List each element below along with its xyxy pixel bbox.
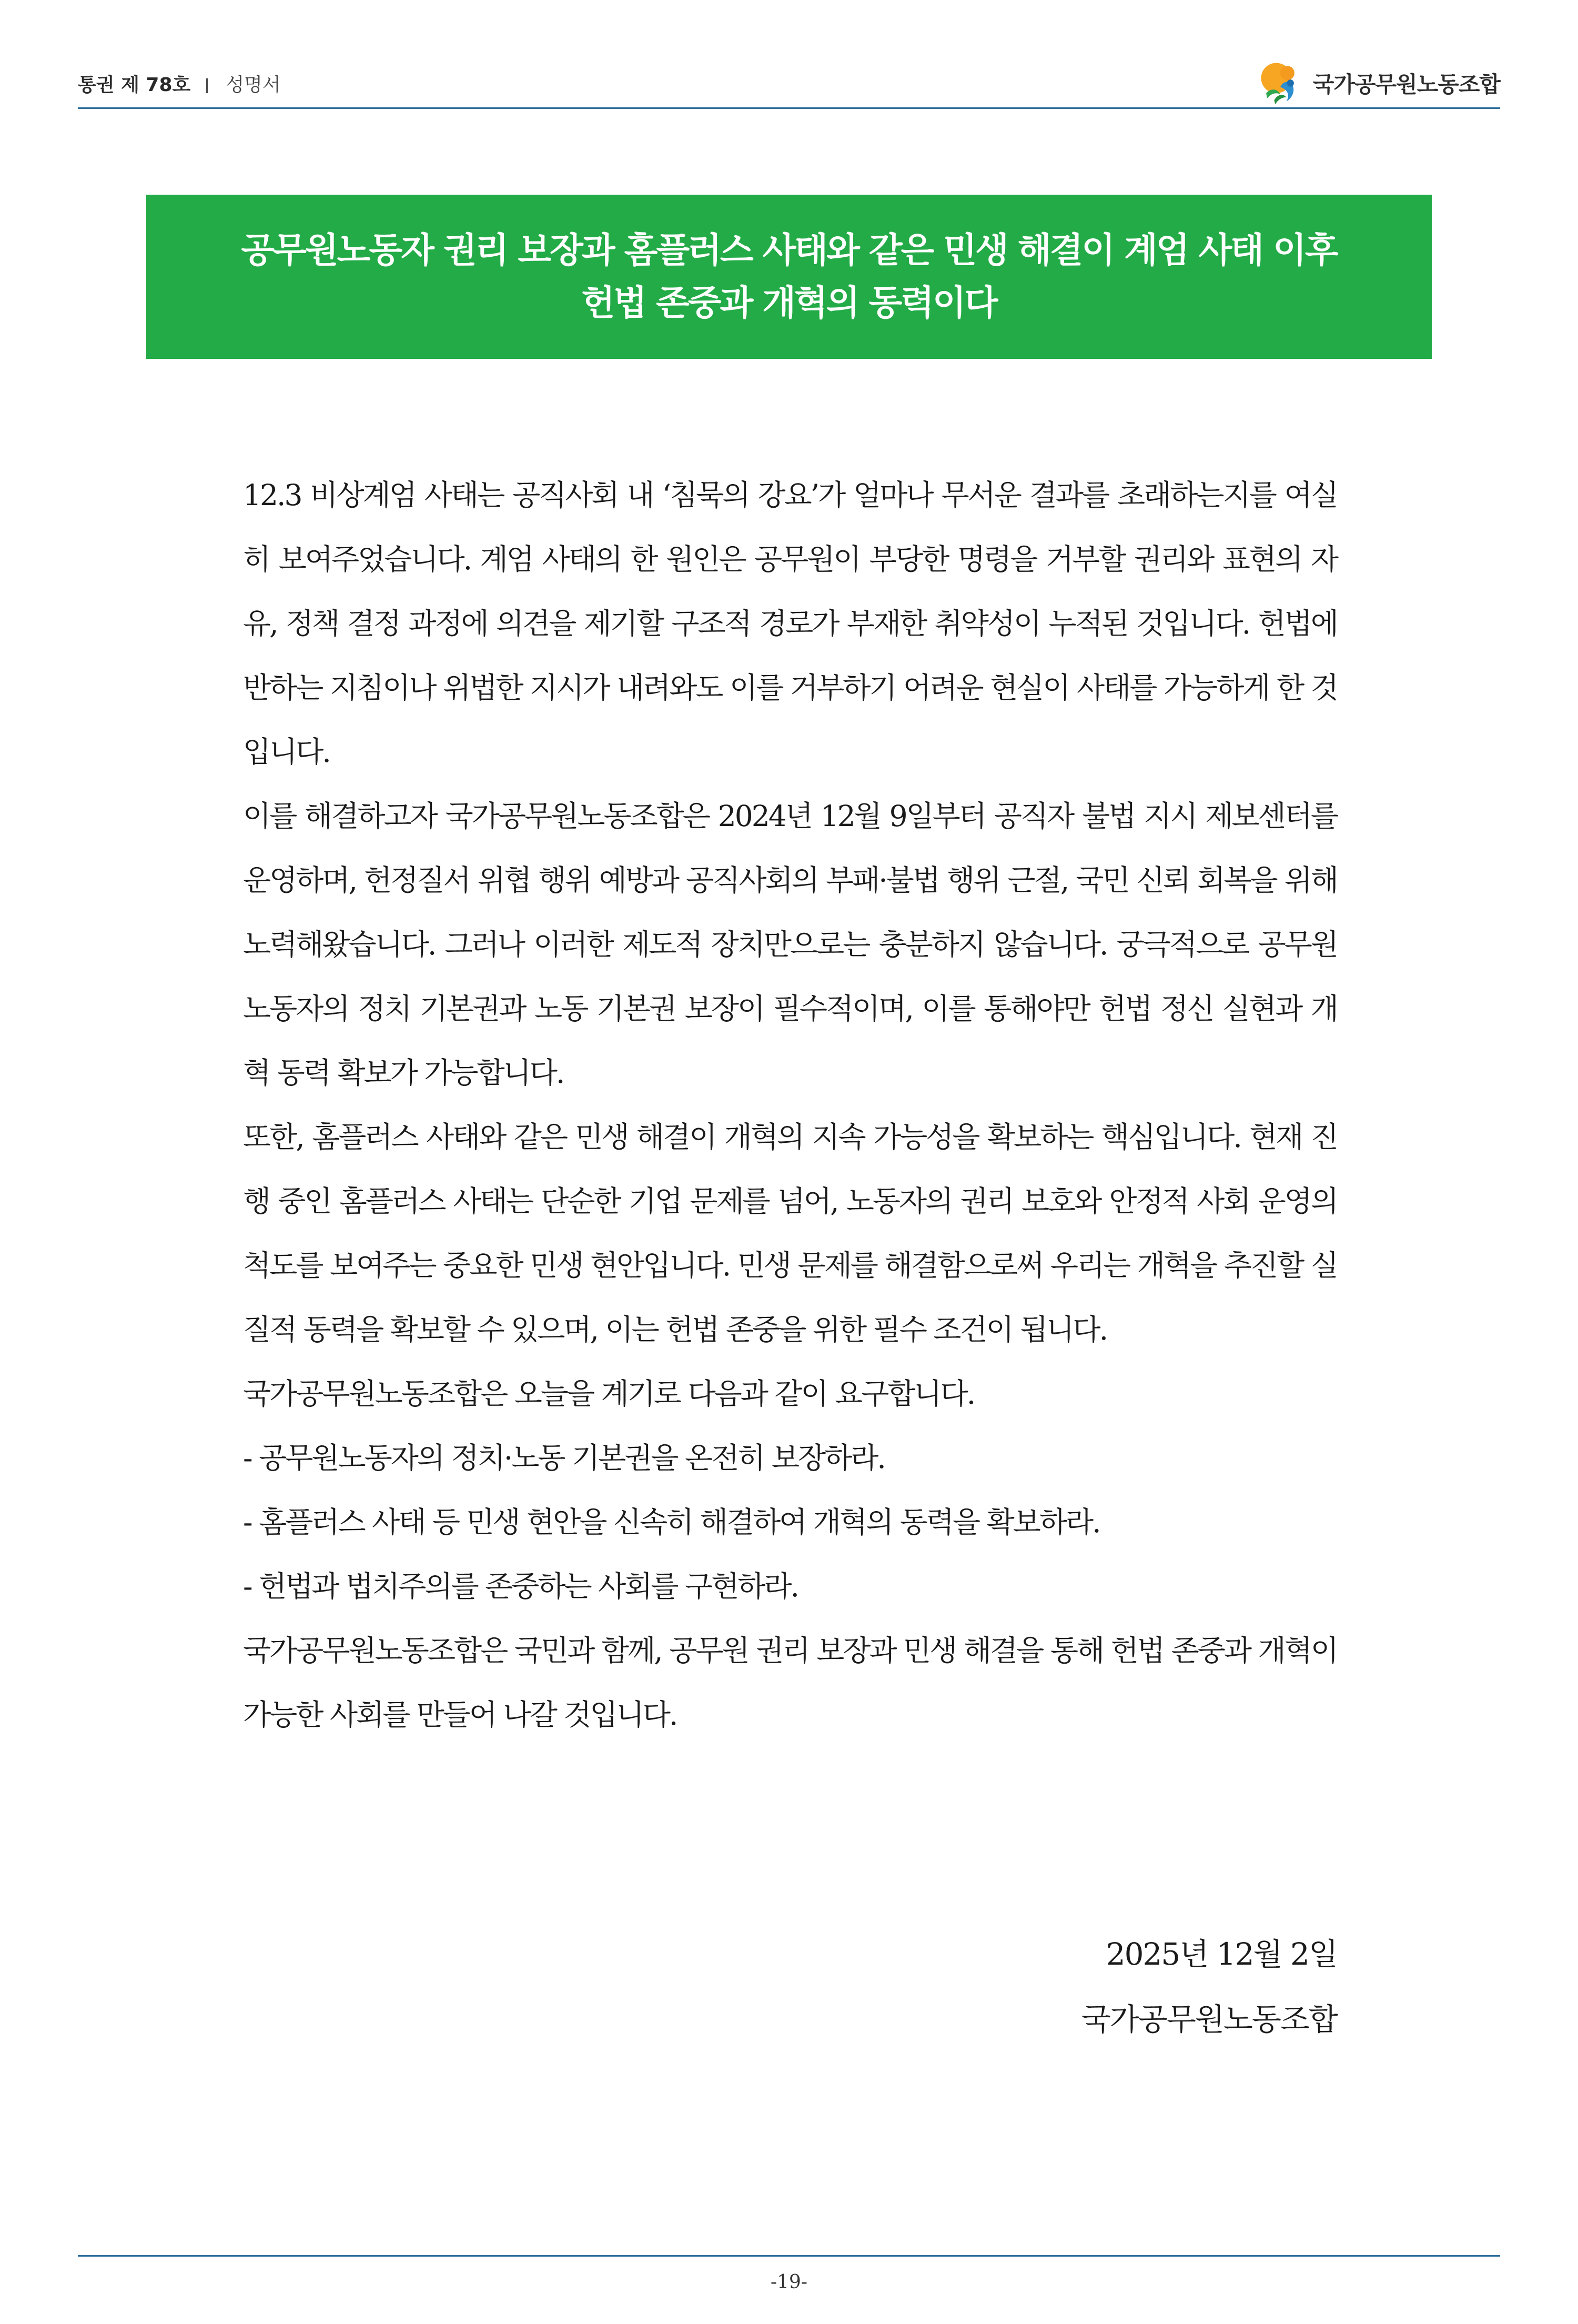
paragraph-4: 국가공무원노동조합은 오늘을 계기로 다음과 같이 요구합니다. xyxy=(243,1377,975,1411)
title-banner xyxy=(146,195,1432,359)
statement-date: 2025년 12월 2일 xyxy=(1106,1936,1337,1972)
page-number: -19- xyxy=(770,2271,808,2293)
demand-item-1: - 공무원노동자의 정치·노동 기본권을 온전히 보장하라. xyxy=(243,1441,885,1475)
paragraph-3: 또한, 홈플러스 사태와 같은 민생 해결이 개혁의 지속 가능성을 확보하는 핵심입니다. 현재 진행 중인 홈플러스 사태는 단순한 기업 문제를 넘어, 노동자의 권리 보호와 안정적 사회 운영의 척도를 보여주는 중요한 민생 현안입니다. 민생 문제를 해결함으로써 우리는 개혁을 추진할 실질적 동력을 확보할 수 있으며, 이는 헌법 존중을 위한 필수 조건이 됩니다. xyxy=(243,1120,1337,1346)
signing-organization: 국가공무원노동조합 xyxy=(1081,2001,1337,2037)
document-type: 성명서 xyxy=(226,74,281,96)
title-line-1: 공무원노동자 권리 보장과 홈플러스 사태와 같은 민생 해결이 계엄 사태 이후 xyxy=(241,230,1337,270)
organization-logo xyxy=(1255,58,1500,108)
organization-name: 국가공무원노동조합 xyxy=(1312,72,1500,97)
paragraph-1: 12.3 비상계엄 사태는 공직사회 내 ‘침묵의 강요’가 얼마나 무서운 결과를 초래하는지를 여실히 보여주었습니다. 계엄 사태의 한 원인은 공무원이 부당한 명령을 거부할 권리와 표현의 자유, 정책 결정 과정에 의견을 제기할 구조적 경로가 부재한 취약성이 누적된 것입니다. 헌법에 반하는 지침이나 위법한 지시가 내려와도 이를 거부하기 어려운 현실이 사태를 가능하게 한 것입니다. xyxy=(243,478,1337,769)
footer-divider xyxy=(78,2255,1500,2257)
page-header xyxy=(78,58,1500,108)
title-line-2: 헌법 존중과 개혁의 동력이다 xyxy=(581,283,997,323)
header-separator xyxy=(206,78,208,93)
demand-item-3: - 헌법과 법치주의를 존중하는 사회를 구현하라. xyxy=(243,1570,798,1603)
issue-number: 통권 제 78호 xyxy=(78,74,191,96)
demand-item-2: - 홈플러스 사태 등 민생 현안을 신속히 해결하여 개혁의 동력을 확보하라. xyxy=(243,1505,1100,1539)
header-divider xyxy=(78,107,1500,109)
statement-body xyxy=(243,463,1337,1747)
closing-paragraph: 국가공무원노동조합은 국민과 함께, 공무원 권리 보장과 민생 해결을 통해 헌법 존중과 개혁이 가능한 사회를 만들어 나갈 것입니다. xyxy=(243,1634,1337,1732)
sign-off xyxy=(1081,1921,1337,2052)
paragraph-2: 이를 해결하고자 국가공무원노동조합은 2024년 12월 9일부터 공직자 불법 지시 제보센터를 운영하며, 헌정질서 위협 행위 예방과 공직사회의 부패·불법 행위 근절, 국민 신뢰 회복을 위해 노력해왔습니다. 그러나 이러한 제도적 장치만으로는 충분하지 않습니다. 궁극적으로 공무원노동자의 정치 기본권과 노동 기본권 보장이 필수적이며, 이를 통해야만 헌법 정신 실현과 개혁 동력 확보가 가능합니다. xyxy=(243,799,1337,1090)
union-logo-icon xyxy=(1255,58,1306,108)
header-meta xyxy=(78,74,281,97)
